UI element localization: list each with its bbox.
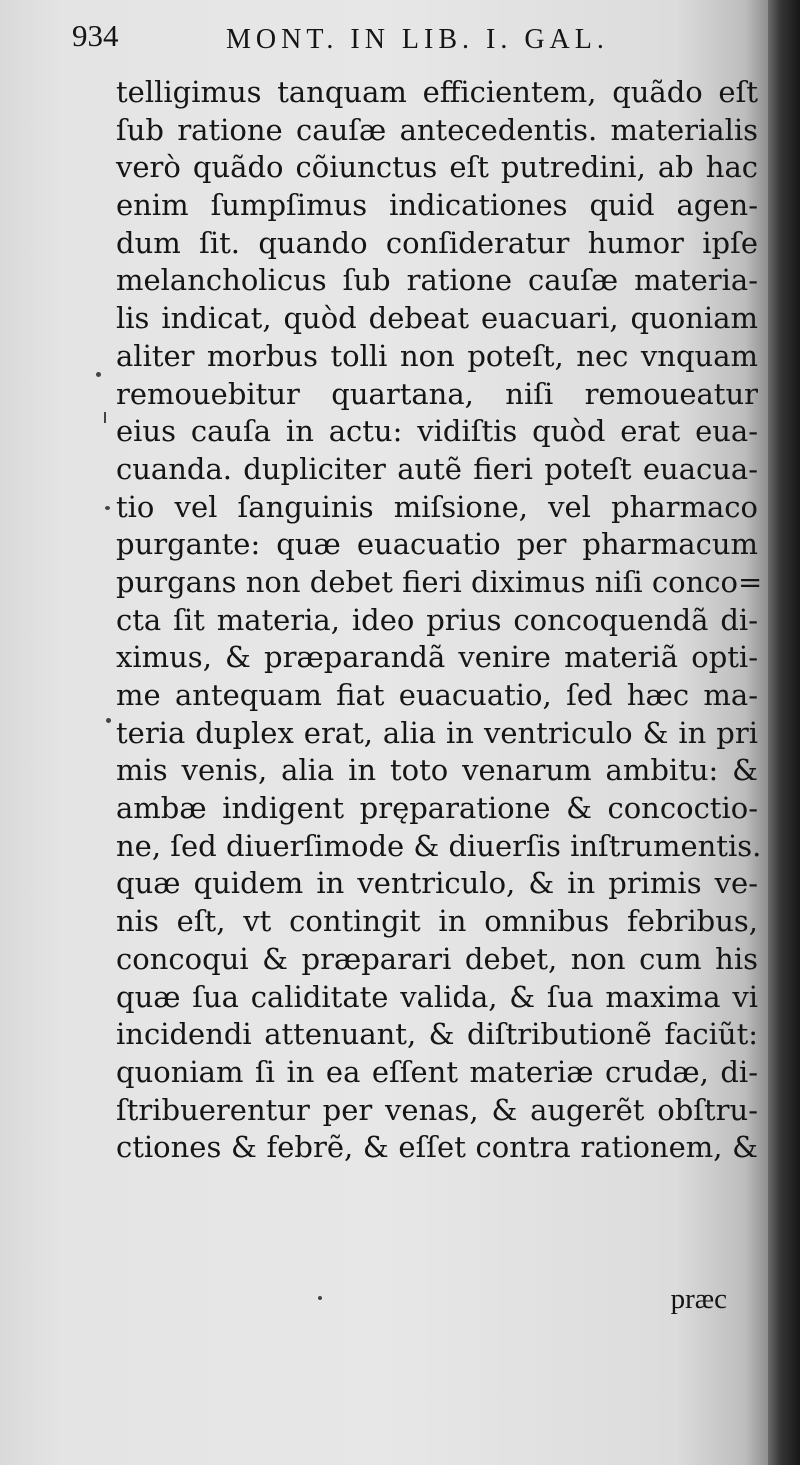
text-line: purgans non debet fieri diximus niſi conco= xyxy=(116,564,763,599)
book-spine-shadow xyxy=(768,0,800,1465)
margin-speck xyxy=(318,1296,322,1300)
text-line: nis eſt, vt contingit in omnibus febribus, xyxy=(116,904,758,939)
text-line: ambæ indigent pręparatione & concoctio- xyxy=(116,791,758,826)
text-line: ſtribuerentur per venas, & augerẽt obſtru- xyxy=(116,1092,758,1127)
text-line: eius cauſa in actu: vidiſtis quòd erat eua- xyxy=(116,414,758,449)
margin-speck xyxy=(105,506,110,510)
catchword: præc xyxy=(670,1283,727,1315)
margin-speck xyxy=(106,718,111,723)
text-line: cuanda. dupliciter autẽ fieri poteſt euacua- xyxy=(116,451,758,486)
text-line: incidendi attenuant, & diſtributionẽ faciũt: xyxy=(116,1017,758,1052)
text-line: ſub ratione cauſæ antecedentis. materialis xyxy=(116,112,758,147)
text-line: purgante: quæ euacuatio per pharmacum xyxy=(116,527,758,562)
text-line: telligimus tanquam efficientem, quãdo eſt xyxy=(116,75,758,109)
text-line: concoqui & præparari debet, non cum his xyxy=(116,941,758,976)
text-line: cta ſit materia, ideo prius concoquendã di- xyxy=(116,602,758,637)
text-line: melancholicus ſub ratione cauſæ materia- xyxy=(116,263,758,298)
text-line: lis indicat, quòd debeat euacuari, quoniam xyxy=(116,301,758,336)
text-line: teria duplex erat, alia in ventriculo & in pri xyxy=(116,715,758,750)
margin-speck xyxy=(96,372,101,377)
running-head: MONT. IN LIB. I. GAL. xyxy=(226,24,609,55)
text-line: enim ſumpſimus indicationes quid agen- xyxy=(116,188,758,223)
text-line: me antequam fiat euacuatio, ſed hæc ma- xyxy=(116,678,758,712)
text-line: ximus, & præparandã venire materiã opti- xyxy=(116,640,758,675)
text-line: verò quãdo cõiunctus eſt putredini, ab hac xyxy=(116,150,758,185)
text-line: quoniam ſi in ea eſſent materiæ crudæ, di- xyxy=(116,1054,758,1089)
text-line: quæ quidem in ventriculo, & in primis ve- xyxy=(116,866,758,901)
text-line: aliter morbus tolli non poteſt, nec vnquam xyxy=(116,338,758,373)
page-header xyxy=(72,16,752,62)
text-line: ctiones & febrẽ, & eſſet contra rationem, & xyxy=(116,1130,758,1165)
text-line: quæ ſua caliditate valida, & ſua maxima vi xyxy=(116,979,758,1014)
text-line: mis venis, alia in toto venarum ambitu: & xyxy=(116,753,758,788)
text-line: ne, ſed diuerſimode & diuerſis inſtrumentis. xyxy=(116,828,762,863)
text-line: remouebitur quartana, niſi remoueatur xyxy=(116,376,758,411)
text-line: tio vel ſanguinis miſsione, vel pharmaco xyxy=(116,489,758,524)
text-line: dum ſit. quando conſideratur humor ipſe xyxy=(116,225,758,260)
margin-speck xyxy=(104,412,106,423)
page-number: 934 xyxy=(72,18,119,53)
body-text xyxy=(116,74,763,1167)
